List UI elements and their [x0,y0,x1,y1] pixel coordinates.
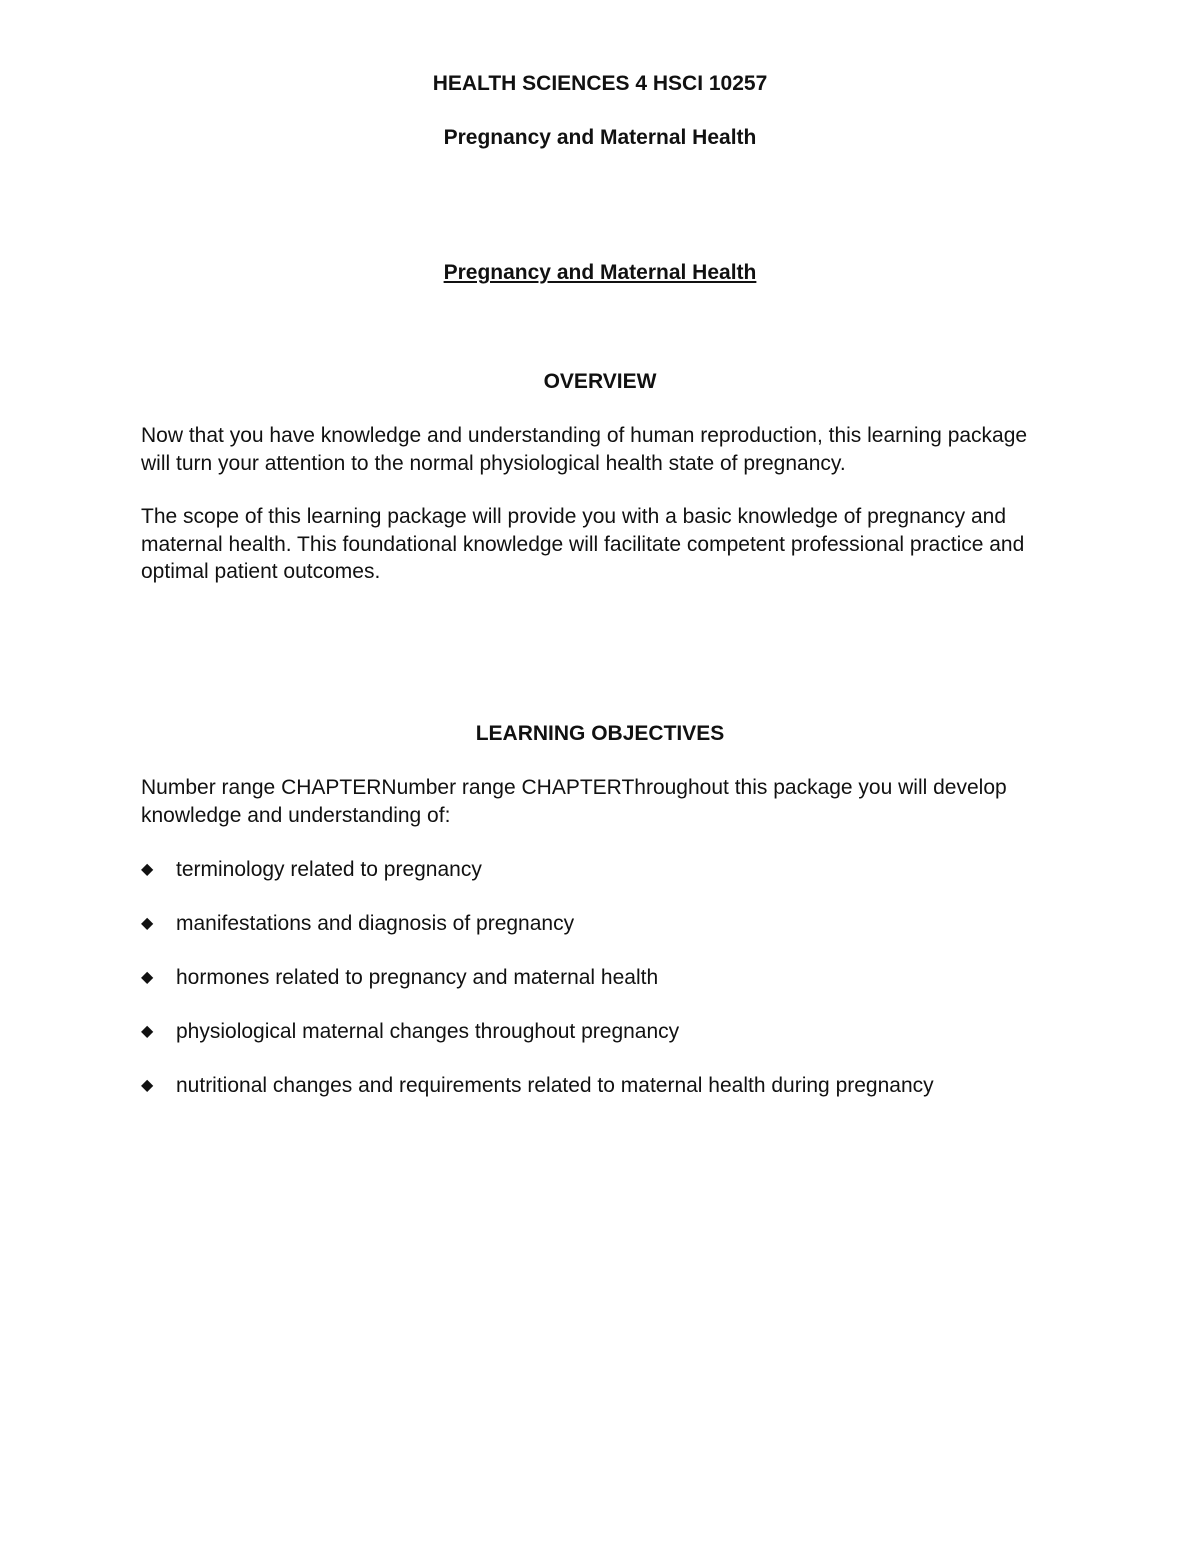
diamond-bullet-icon: ◆ [141,915,154,932]
section-title: Pregnancy and Maternal Health [443,261,757,284]
diamond-bullet-icon: ◆ [141,1077,154,1094]
overview-paragraph-2: The scope of this learning package will provide you with a basic knowledge of pregnancy and maternal health. This foundational knowledge will facilitate competent professional practice and optimal patient outcomes. [141,505,1025,583]
document-subtitle: Pregnancy and Maternal Health [443,126,757,149]
list-item-text: physiological maternal changes throughout pregnancy [176,1020,680,1043]
list-item-text: nutritional changes and requirements related to maternal health during pregnancy [176,1074,934,1097]
list-item-text: terminology related to pregnancy [176,858,482,881]
objectives-intro: Number range CHAPTERNumber range CHAPTERThroughout this package you will develop knowledge and understanding of: [141,776,1007,827]
diamond-bullet-icon: ◆ [141,1023,154,1040]
learning-objectives-heading: LEARNING OBJECTIVES [475,722,725,745]
overview-heading: OVERVIEW [543,370,657,393]
overview-paragraph-1: Now that you have knowledge and understanding of human reproduction, this learning package will turn your attention to the normal physiological health state of pregnancy. [141,424,1028,475]
course-code-heading: HEALTH SCIENCES 4 HSCI 10257 [432,72,768,95]
list-item-text: hormones related to pregnancy and maternal health [176,966,659,989]
diamond-bullet-icon: ◆ [141,969,154,986]
diamond-bullet-icon: ◆ [141,861,154,878]
list-item-text: manifestations and diagnosis of pregnancy [176,912,575,935]
